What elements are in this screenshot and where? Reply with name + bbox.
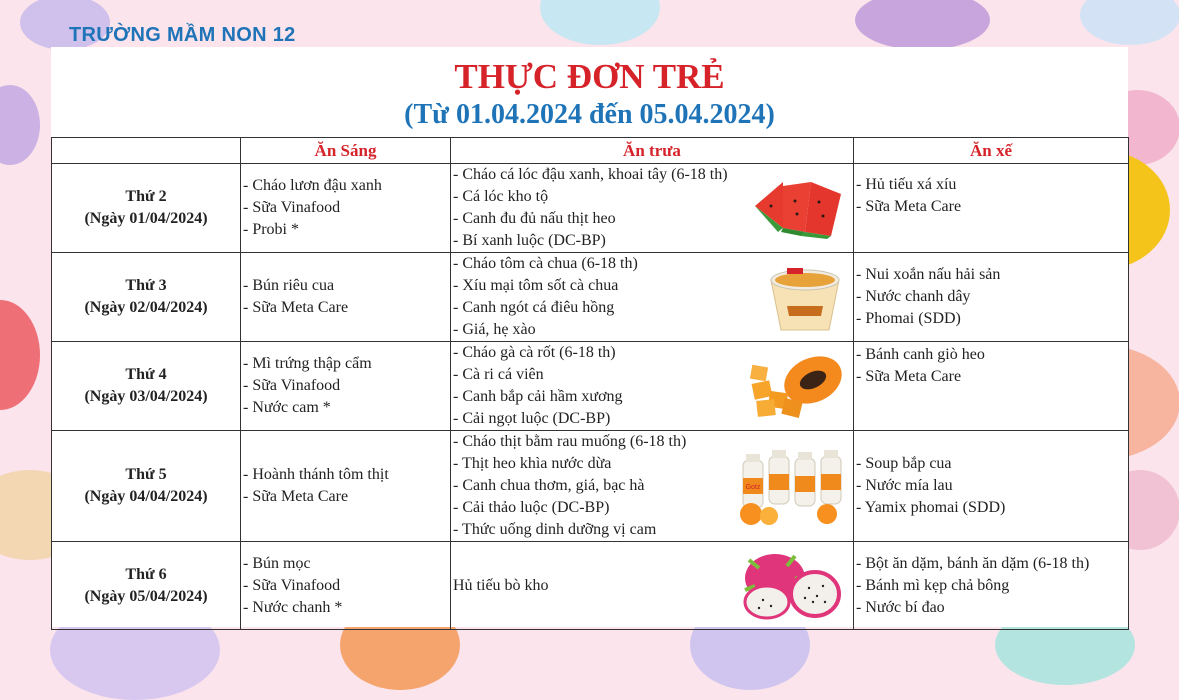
menu-item: - Cải ngọt luộc (DC-BP) [453, 408, 853, 430]
pudding-cup-icon [765, 260, 845, 334]
snack-cell [854, 164, 1129, 253]
day-date: (Ngày 05/04/2024) [84, 587, 208, 605]
table-row [52, 164, 1129, 253]
breakfast-cell [241, 542, 451, 630]
papaya-icon [747, 352, 845, 420]
day-date: (Ngày 04/04/2024) [84, 488, 208, 505]
table-header-row [52, 138, 1129, 164]
day-label: Thứ 3 [125, 277, 167, 294]
menu-item: - Mì trứng thập cẩm [243, 353, 450, 375]
lunch-cell [451, 431, 854, 542]
snack-cell [854, 542, 1129, 630]
menu-item: - Sữa Meta Care [856, 366, 1128, 388]
breakfast-cell [241, 342, 451, 431]
day-label: Thứ 2 [125, 188, 167, 205]
menu-item: - Sữa Vinafood [243, 197, 450, 219]
date-range-subtitle: (Từ 01.04.2024 đến 05.04.2024) [404, 99, 775, 130]
menu-item: - Cháo lươn đậu xanh [243, 175, 450, 197]
breakfast-cell [241, 253, 451, 342]
menu-item: - Nước bí đao [856, 597, 1128, 619]
header-snack: Ăn xế [854, 138, 1129, 164]
day-date: (Ngày 02/04/2024) [84, 299, 208, 316]
menu-item: - Nước cam * [243, 397, 450, 419]
breakfast-cell [241, 431, 451, 542]
menu-item: - Probi * [243, 219, 450, 241]
dragon-fruit-icon [735, 550, 845, 622]
menu-item: - Bột ăn dặm, bánh ăn dặm (6-18 th) [856, 553, 1128, 575]
menu-item: Hủ tiếu bò kho [453, 576, 549, 594]
menu-item: - Cháo thịt bằm rau muống (6-18 th) [453, 431, 853, 453]
header-lunch: Ăn trưa [451, 138, 854, 164]
table-row [52, 253, 1129, 342]
day-label: Thứ 5 [125, 466, 167, 483]
menu-item: - Phomai (SDD) [856, 308, 1128, 330]
table-row [52, 342, 1129, 431]
snack-cell [854, 253, 1129, 342]
lunch-cell [451, 342, 854, 431]
menu-item: - Giá, hẹ xào [453, 319, 853, 341]
orange-drink-bottles-icon [737, 446, 845, 526]
menu-item: - Sữa Vinafood [243, 375, 450, 397]
day-date: (Ngày 01/04/2024) [84, 210, 208, 227]
snack-cell [854, 342, 1129, 431]
menu-item: - Bún riêu cua [243, 275, 450, 297]
menu-item: - Nước chanh dây [856, 286, 1128, 308]
menu-table [51, 137, 1129, 630]
lunch-cell [451, 542, 854, 630]
menu-item: - Cải thảo luộc (DC-BP) [453, 497, 853, 519]
menu-item: - Sữa Meta Care [856, 196, 1128, 218]
menu-item: - Soup bắp cua [856, 453, 1128, 475]
day-label: Thứ 6 [125, 565, 167, 583]
day-cell [52, 431, 241, 542]
bottle-label: Gotz [745, 484, 761, 491]
menu-item: - Nước mía lau [856, 475, 1128, 497]
header-day [52, 138, 241, 164]
page-title: THỰC ĐƠN TRẺ [454, 57, 725, 96]
menu-item: - Sữa Meta Care [243, 486, 450, 508]
menu-item: - Canh ngót cá điêu hồng [453, 297, 853, 319]
menu-item: - Canh đu đủ nấu thịt heo [453, 208, 853, 230]
breakfast-cell [241, 164, 451, 253]
menu-item: - Sữa Meta Care [243, 297, 450, 319]
menu-item: - Nui xoắn nấu hải sản [856, 264, 1128, 286]
lunch-cell [451, 164, 854, 253]
menu-sheet [51, 47, 1128, 627]
menu-item: - Cháo tôm cà chua (6-18 th) [453, 253, 853, 275]
menu-item: - Thức uống dinh dưỡng vị cam [453, 519, 853, 541]
menu-item: - Cháo cá lóc đậu xanh, khoai tây (6-18 th) [453, 164, 853, 186]
menu-item: - Nước chanh * [243, 597, 450, 619]
menu-item: - Thịt heo khìa nước dừa [453, 453, 853, 475]
menu-item: - Hoành thánh tôm thịt [243, 464, 450, 486]
header-breakfast: Ăn Sáng [241, 138, 451, 164]
day-cell [52, 342, 241, 431]
day-cell [52, 164, 241, 253]
menu-item: - Bánh mì kẹp chả bông [856, 575, 1128, 597]
day-cell [52, 542, 241, 630]
menu-item: - Cá lóc kho tộ [453, 186, 853, 208]
menu-item: - Yamix phomai (SDD) [856, 497, 1128, 519]
day-date: (Ngày 03/04/2024) [84, 388, 208, 405]
menu-item: - Hủ tiếu xá xíu [856, 174, 1128, 196]
school-name: TRƯỜNG MẦM NON 12 [69, 24, 296, 46]
lunch-cell [451, 253, 854, 342]
day-cell [52, 253, 241, 342]
menu-item: - Bánh canh giò heo [856, 344, 1128, 366]
watermelon-icon [753, 176, 845, 240]
menu-item: - Bí xanh luộc (DC-BP) [453, 230, 853, 252]
menu-item: - Sữa Vinafood [243, 575, 450, 597]
day-label: Thứ 4 [125, 366, 167, 383]
menu-item: - Cháo gà cà rốt (6-18 th) [453, 342, 853, 364]
menu-item: - Cà ri cá viên [453, 364, 853, 386]
table-row [52, 431, 1129, 542]
menu-item: - Bún mọc [243, 553, 450, 575]
snack-cell [854, 431, 1129, 542]
menu-item: - Xíu mại tôm sốt cà chua [453, 275, 853, 297]
table-row [52, 542, 1129, 630]
menu-item: - Canh chua thơm, giá, bạc hà [453, 475, 853, 497]
menu-item: - Canh bắp cải hầm xương [453, 386, 853, 408]
